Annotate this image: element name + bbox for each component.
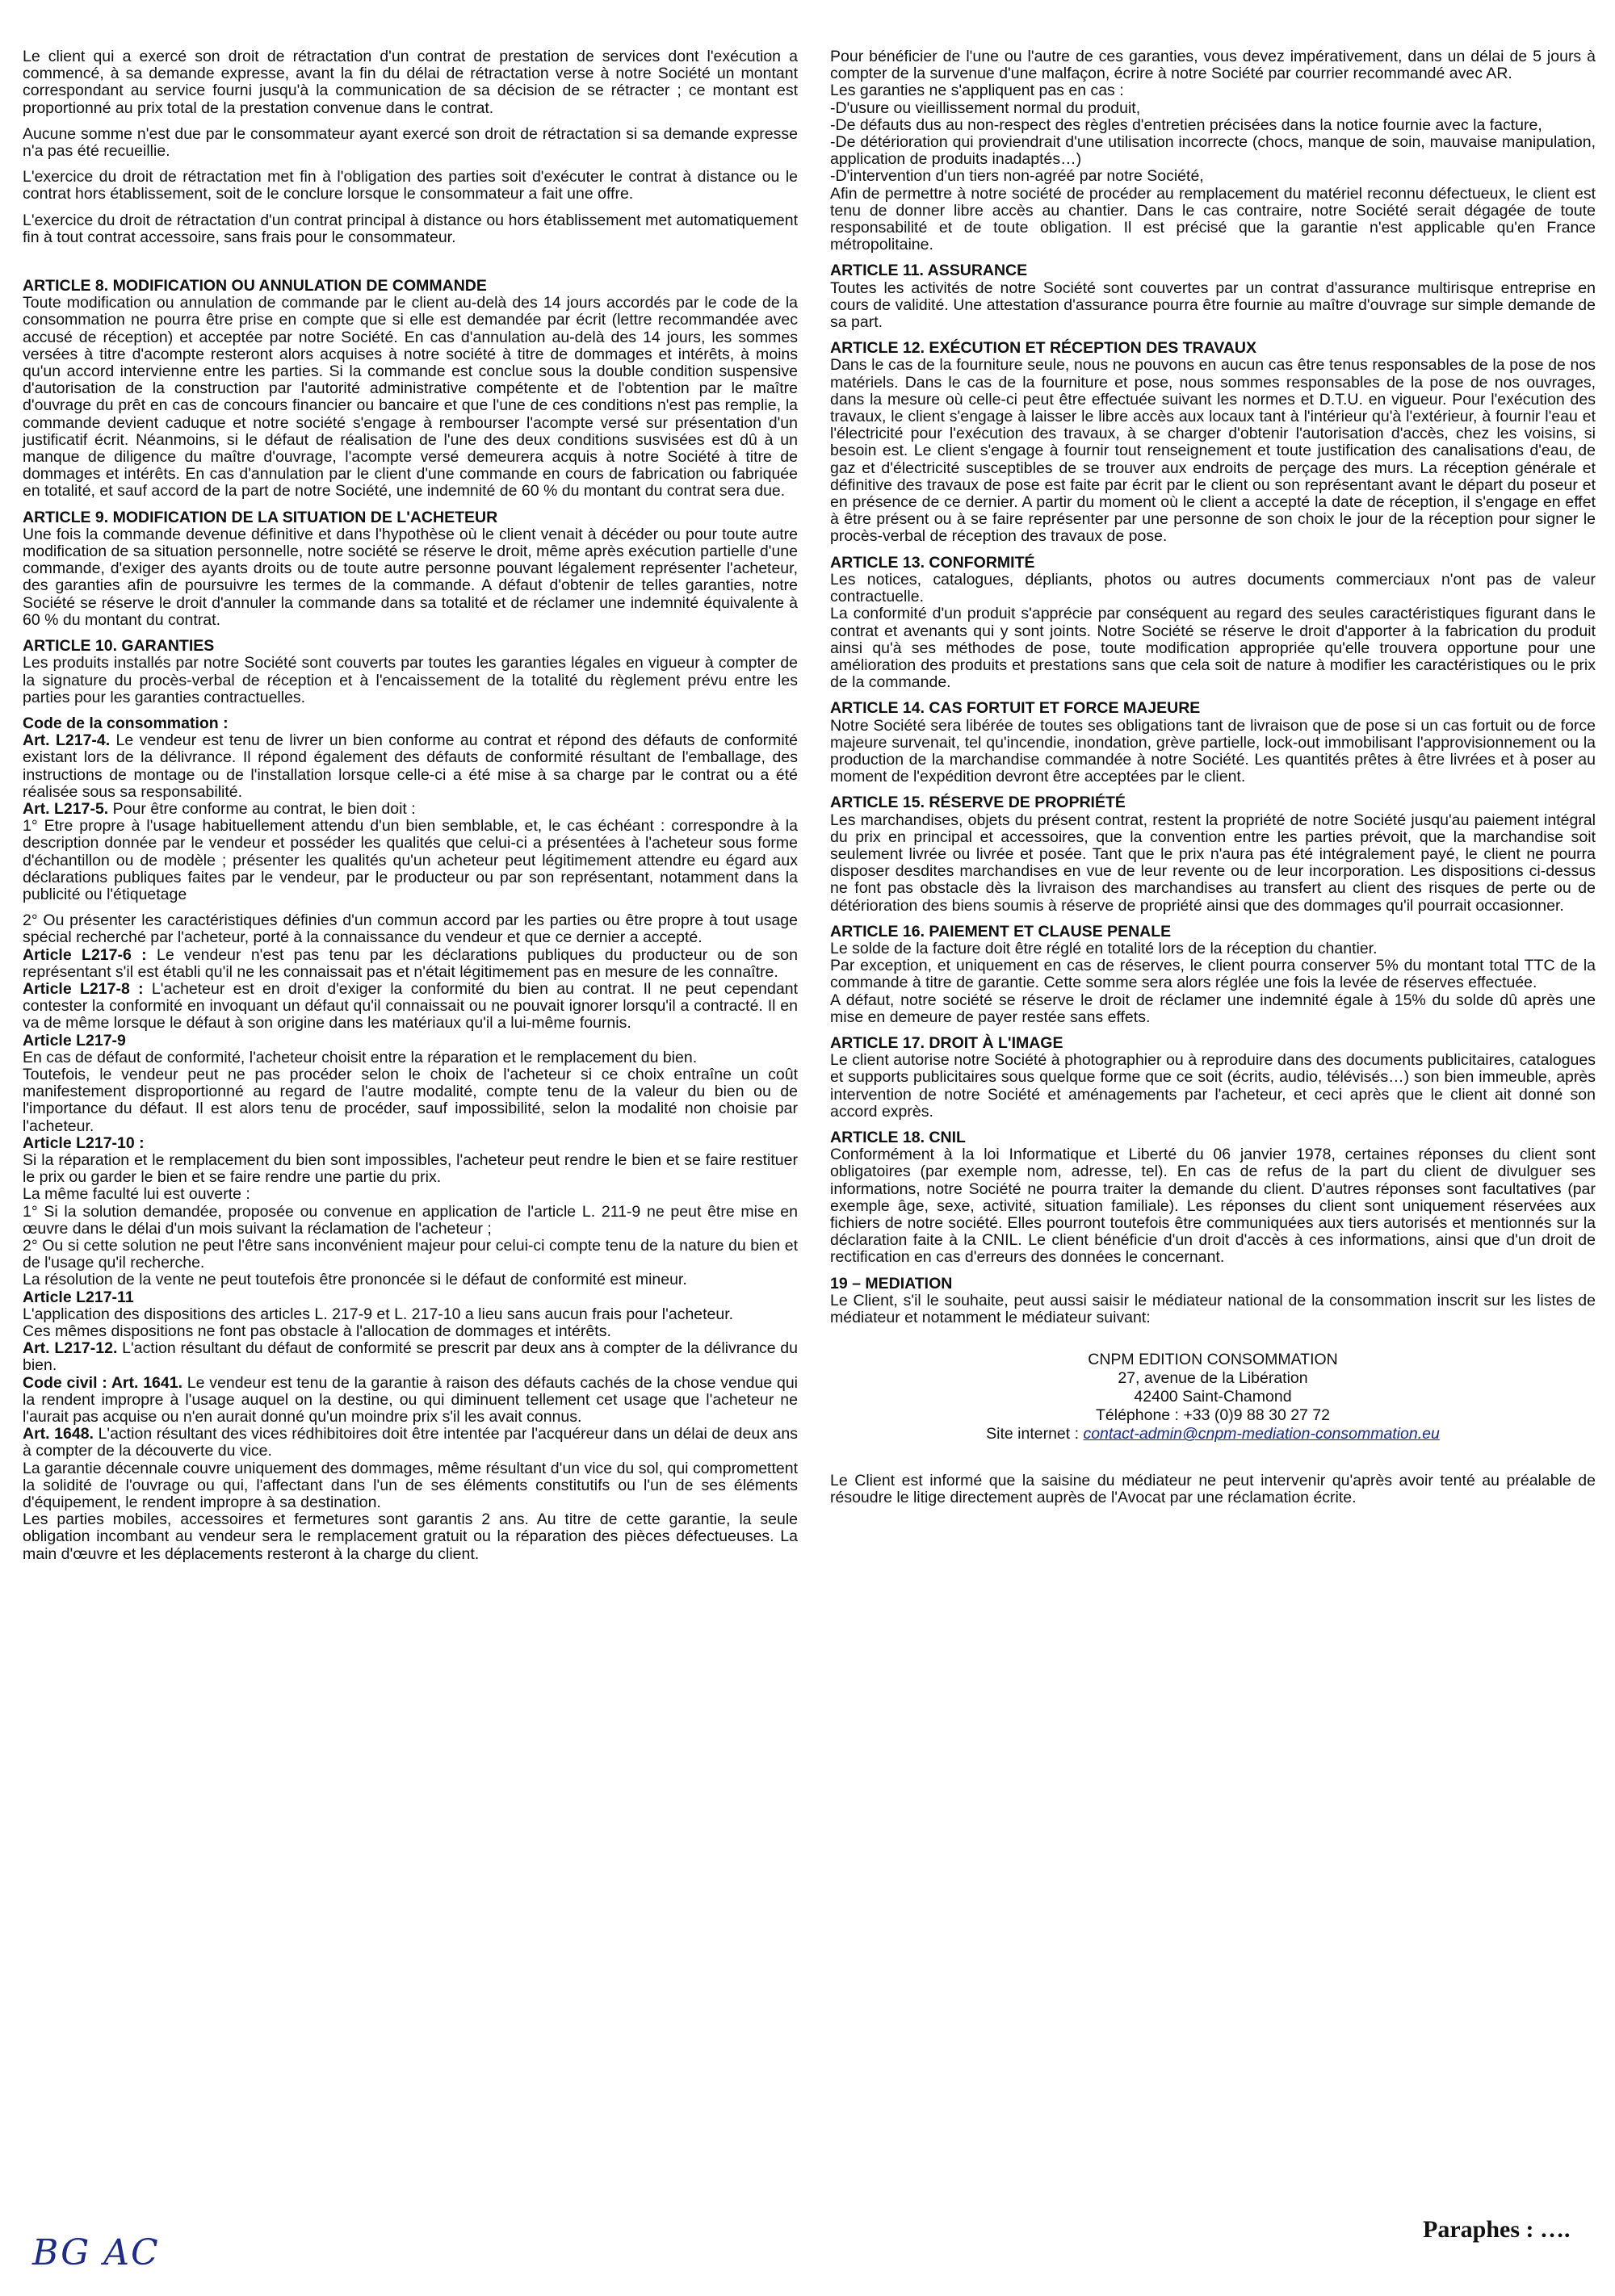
intro-paragraph: Le client qui a exercé son droit de rétractation d'un contrat de prestation de services dont l'exécution a commencé, à sa demande expresse, avant la fin du délai de rétractation verse à notre Société un montant correspondant au service fourni jusqu'à la communication de sa décision de se rétracter ; ce montant est proportionné au prix total de la prestation convenue dans le contrat.	[23, 48, 798, 117]
mediator-address: 27, avenue de la Libération	[1118, 1369, 1308, 1388]
article-8-title: ARTICLE 8. MODIFICATION OU ANNULATION DE COMMANDE	[23, 277, 487, 295]
mediator-website	[830, 1425, 1596, 1443]
article-13-body-2: La conformité d'un produit s'apprécie par conséquent au regard des seules caractéristiques figurant dans le contrat et avenants qui y sont joints. Notre Société se réserve le droit d'apporter à la fabrication du produit ainsi qu'à ses méthodes de pose, toute modification appropriée qu'elle trouvera opportune pour une amélioration des produits et prestations sans que cela soit de nature à modifier les caractéristiques ou le prix de la commande.	[830, 605, 1596, 692]
article-l217-9-text: En cas de défaut de conformité, l'acheteur choisit entre la réparation et le remplacement du bien.	[23, 1048, 698, 1066]
left-column	[23, 48, 798, 1563]
mediator-contact	[830, 1351, 1596, 1443]
intro-paragraph: L'exercice du droit de rétractation d'un contrat principal à distance ou hors établissement met automatiquement fin à tout contrat accessoire, sans frais pour le consommateur.	[23, 211, 798, 246]
website-link[interactable]: contact-admin@cnpm-mediation-consommation.eu	[1083, 1425, 1440, 1443]
article-l217-11-ref: Article L217-11	[23, 1288, 134, 1306]
article-l217-5	[23, 801, 798, 818]
article-11-title: ARTICLE 11. ASSURANCE	[830, 262, 1028, 280]
article-l217-12	[23, 1340, 798, 1374]
closing-paragraph: Le Client est informé que la saisine du médiateur ne peut intervenir qu'après avoir tenté au préalable de résoudre le litige directement auprès de l'Avocat par une réclamation écrite.	[830, 1472, 1596, 1507]
garanties-exclusion-item: -De défauts dus au non-respect des règles d'entretien précisées dans la notice fournie avec la facture,	[830, 115, 1542, 134]
article-19-title: 19 – MEDIATION	[830, 1274, 953, 1293]
article-ref: Art. L217-12.	[23, 1339, 118, 1358]
garantie-decennale: La garantie décennale couvre uniquement des dommages, même résultant d'un vice du sol, qui compromettent la solidité de l'ouvrage ou qui, l'affectant dans l'un de ses éléments constitutifs ou l'un de ses éléments d'équipement, le rendent impropre à sa destination.	[23, 1459, 798, 1512]
article-l217-5-point-2: 2° Ou présenter les caractéristiques définies d'un commun accord par les parties ou être propre à tout usage spécial recherché par l'acheteur, porté à la connaissance du vendeur et que ce dernier a accepté.	[23, 911, 798, 947]
article-l217-6	[23, 947, 798, 981]
mediator-name: CNPM EDITION CONSOMMATION	[1088, 1351, 1338, 1369]
article-10-body: Les produits installés par notre Société sont couverts par toutes les garanties légales en vigueur à compter de la signature du procès-verbal de réception et à l'encaissement de la totalité du règlement prévu entre les parties pour les garanties contractuelles.	[23, 654, 798, 706]
article-text: Le vendeur est tenu de livrer un bien conforme au contrat et répond des défauts de conformité existant lors de la délivrance. Il répond également des défauts de conformité résultant de l'emballage, des instructions de montage ou de l'installation lorsque celle-ci a été mise à sa charge par le contrat ou a été réalisée sous sa responsabilité.	[23, 731, 799, 801]
article-l217-10-text-4: 2° Ou si cette solution ne peut l'être sans inconvénient majeur pour celui-ci compte tenu de la nature du bien et de l'usage qu'il recherche.	[23, 1237, 798, 1272]
article-l217-9-ref: Article L217-9	[23, 1031, 126, 1050]
article-18-body: Conformément à la loi Informatique et Liberté du 06 janvier 1978, certaines réponses du client sont obligatoires (par exemple nom, adresse, tel). En cas de refus de la part du client de divulguer ses informations, notre Société ne pourra traiter la demande du client. D'autres réponses sont facultatives (par exemple âge, sexe, activité, situation familiale). Les réponses du client sont uniquement réservées aux fichiers de notre société. Elles pourront toutefois être communiquées aux tiers autorisés et mentionnés sur la déclaration faite à la CNIL. Le client bénéficie d'un droit d'accès à ces informations, ainsi que d'un droit de rectification en cas d'erreurs des données le concernant.	[830, 1146, 1596, 1267]
article-l217-10-text-3: 1° Si la solution demandée, proposée ou convenue en application de l'article L. 211-9 ne peut être mise en œuvre dans le délai d'un mois suivant la réclamation de l'acheteur ;	[23, 1202, 798, 1238]
article-l217-9-text-2: Toutefois, le vendeur peut ne pas procéder selon le choix de l'acheteur si ce choix entraîne un coût manifestement disproportionné au regard de l'autre modalité, compte tenu de la valeur du bien ou de l'importance du défaut. Il est alors tenu de procéder, sauf impossibilité, selon la modalité non choisie par l'acheteur.	[23, 1065, 798, 1135]
article-text: L'action résultant des vices rédhibitoires doit être intentée par l'acquéreur dans un délai de deux ans à compter de la découverte du vice.	[23, 1425, 798, 1460]
article-l217-10-text-2: La même faculté lui est ouverte :	[23, 1185, 250, 1204]
article-ref: Art. 1648.	[23, 1425, 94, 1443]
code-consommation-title: Code de la consommation :	[23, 714, 229, 732]
mediator-city: 42400 Saint-Chamond	[1134, 1388, 1292, 1406]
article-15-title: ARTICLE 15. RÉSERVE DE PROPRIÉTÉ	[830, 794, 1126, 812]
garanties-exclusion-item: -De détérioration qui proviendrait d'une utilisation incorrecte (chocs, manque de soin, mauvaise manipulation, application de produits inadaptés…)	[830, 133, 1596, 169]
paraphes-label: Paraphes : ….	[1423, 2216, 1571, 2243]
code-civil-1648	[23, 1426, 798, 1460]
article-ref: Art. L217-5.	[23, 799, 109, 818]
article-l217-5-point-1: 1° Etre propre à l'usage habituellement attendu d'un bien semblable, et, le cas échéant : correspondre à la description donnée par le vendeur et posséder les qualités que celui-ci a présentées à l'acheteur sous forme d'échantillon ou de modèle ; présenter les qualités qu'un acheteur peut légitimement attendre eu égard aux déclarations publiques faites par le vendeur, par le producteur ou par son représentant, notamment dans la publicité ou l'étiquetage	[23, 817, 798, 903]
article-9-title: ARTICLE 9. MODIFICATION DE LA SITUATION DE L'ACHETEUR	[23, 508, 498, 526]
article-l217-10-text: Si la réparation et le remplacement du bien sont impossibles, l'acheteur peut rendre le bien et se faire restituer le prix ou garder le bien et se faire rendre une partie du prix.	[23, 1150, 798, 1187]
right-column	[830, 48, 1596, 1507]
article-12-title: ARTICLE 12. EXÉCUTION ET RÉCEPTION DES TRAVAUX	[830, 339, 1257, 358]
article-17-body: Le client autorise notre Société à photographier ou à reproduire dans des documents publicitaires, catalogues et supports publicitaires sous quelque forme que ce soit (écrits, audio, télévisés…) son bien immeuble, après intervention de notre Société et aménagements par l'acheteur, et ceci après que le client ait donné son accord exprès.	[830, 1051, 1596, 1121]
mediator-phone: Téléphone : +33 (0)9 88 30 27 72	[1095, 1406, 1330, 1425]
article-l217-4	[23, 732, 798, 801]
article-15-body: Les marchandises, objets du présent contrat, restent la propriété de notre Société jusqu'au paiement intégral du prix en principal et accessoires, que la convention entre les parties prévoit, que la marchandise soit seulement livrée ou livrée et posée. Tant que le prix n'aura pas été intégralement payé, le client ne pourra disposer desdites marchandises en vue de leur revente ou de leur incorporation. Les dispositions ci-dessus ne font pas obstacle dès la livraison des marchandises au transfert au client des risques de perte ou de détérioration des biens soumis à réserve de propriété ainsi que des dommages qu'il pourrait occasionner.	[830, 811, 1596, 915]
garanties-delai: Pour bénéficier de l'une ou l'autre de ces garanties, vous devez impérativement, dans un délai de 5 jours à compter de la survenue d'une malfaçon, écrire à notre Société par courrier recommandé avec AR.	[830, 48, 1596, 83]
garanties-exclusions-intro: Les garanties ne s'appliquent pas en cas :	[830, 82, 1124, 100]
article-12-body: Dans le cas de la fourniture seule, nous ne pouvons en aucun cas être tenus responsables de la pose de nos matériels. Dans le cas de la fourniture et pose, nous sommes responsables de la pose de nos ouvrages, dans la mesure où celle-ci peut être effectuée suivant les normes et D.T.U. en vigueur. Pour l'exécution des travaux, le client s'engage à laisser le libre accès aux locaux tant à l'intérieur qu'à l'extérieur, à fournir l'eau et l'électricité pour l'exécution des travaux, à se charger d'obtenir l'autorisation d'accès, chez les voisins, si besoin est. Le client s'engage à fournir tout renseignement et toute justification des canalisations d'eau, de gaz et d'électricité susceptibles de se trouver aux endroits de perçage des murs. La réception générale et définitive des travaux de pose est faite par écrit par le client ou son représentant avant le départ du poseur et en présence de ce dernier. A partir du moment où le client a accepté la date de réception, il s'engage en effet à être présent ou à se faire représenter par une personne de son choix le jour de la réception pour signer le procès-verbal de réception des travaux de pose.	[830, 356, 1596, 546]
article-16-body-2: Par exception, et uniquement en cas de réserves, le client pourra conserver 5% du montant total TTC de la commande à titre de garantie. Cette somme sera alors réglée une fois la levée de réserves effectuée.	[830, 957, 1596, 992]
garanties-acces-chantier: Afin de permettre à notre société de procéder au remplacement du matériel reconnu défectueux, le client est tenu de donner libre accès au chantier. Dans le cas contraire, notre Société serait dégagée de toute responsabilité et de toute obligation. Il est précisé que la garantie n'est applicable qu'en France métropolitaine.	[830, 184, 1596, 254]
article-text: L'action résultant du défaut de conformité se prescrit par deux ans à compter de la délivrance du bien.	[23, 1339, 798, 1375]
garanties-exclusion-item: -D'usure ou vieillissement normal du produit,	[830, 98, 1141, 117]
article-text: Le vendeur est tenu de la garantie à raison des défauts cachés de la chose vendue qui la rendent impropre à l'usage auquel on la destine, ou qui diminuent tellement cet usage que l'acheteur ne l'aurait pas acquise ou n'en aurait donné qu'un moindre prix s'il les avait connus.	[23, 1373, 798, 1427]
article-16-body: Le solde de la facture doit être réglé en totalité lors de la réception du chantier.	[830, 939, 1378, 957]
article-ref: Article L217-6 :	[23, 945, 147, 964]
intro-paragraph: Aucune somme n'est due par le consommateur ayant exercé son droit de rétractation si sa demande expresse n'a pas été recueillie.	[23, 124, 798, 161]
article-text: Pour être conforme au contrat, le bien doit :	[108, 799, 416, 818]
article-18-title: ARTICLE 18. CNIL	[830, 1128, 966, 1146]
article-11-body: Toutes les activités de notre Société sont couvertes par un contrat d'assurance multirisque entreprise en cours de validité. Une attestation d'assurance pourra être fournie au maître d'ouvrage sur simple demande de sa part.	[830, 279, 1596, 332]
article-19-body: Le Client, s'il le souhaite, peut aussi saisir le médiateur national de la consommation inscrit sur les listes de médiateur et notamment le médiateur suivant:	[830, 1291, 1596, 1327]
article-16-title: ARTICLE 16. PAIEMENT ET CLAUSE PENALE	[830, 922, 1172, 941]
article-l217-8	[23, 981, 798, 1033]
article-text: L'acheteur est en droit d'exiger la conformité du bien au contrat. Il ne peut cependant contester la conformité en invoquant un défaut qu'il connaissait ou ne pouvait ignorer lorsqu'il a contracté. Il en va de même lorsque le défaut à son origine dans les matériaux qu'il a lui-même fournis.	[23, 979, 798, 1033]
parties-mobiles: Les parties mobiles, accessoires et fermetures sont garantis 2 ans. Au titre de cette garantie, la seule obligation incombant au vendeur sera le remplacement gratuit ou la réparation des pièces défectueuses. La main d'œuvre et les déplacements resteront à la charge du client.	[23, 1510, 798, 1563]
article-13-title: ARTICLE 13. CONFORMITÉ	[830, 553, 1035, 572]
website-label: Site internet :	[986, 1425, 1084, 1443]
article-8-body: Toute modification ou annulation de commande par le client au-delà des 14 jours accordés par le code de la consommation ne pourra être prise en compte que si elle est demandée par écrit (lettre recommandée avec accusé de réception) et acceptée par notre Société. En cas d'annulation au-delà des 14 jours, les sommes versées à titre d'acompte resteront alors acquises à notre société à titre de dommages et intérêts, à moins qu'un accord intervienne entre les parties. Si la commande est conclue sous la double condition suspensive d'autorisation de la construction par l'autorité administrative compétente et de l'obtention par le maître d'ouvrage du prêt en cas de concours financier ou bancaire et que l'une de ces conditions n'est pas remplie, la commande devient caduque et notre société s'engage à rembourser l'acompte versé sur présentation d'un justificatif écrit. Néanmoins, si le défaut de réalisation de l'une des deux conditions susvisées est dû à un manque de diligence du maître d'ouvrage, l'acompte versé demeurera acquis à notre Société à titre de dommages et intérêts. En cas d'annulation par le client d'une commande en cours de fabrication ou fabriquée en totalité, et sauf accord de la part de notre Société, une indemnité de 60 % du montant du contrat sera due.	[23, 294, 798, 501]
article-text: Le vendeur n'est pas tenu par les déclarations publiques du producteur ou de son représentant s'il est établi qu'il ne les connaissait pas et n'était légitimement pas en mesure de les connaître.	[23, 945, 798, 981]
article-l217-10-text-5: La résolution de la vente ne peut toutefois être prononcée si le défaut de conformité est mineur.	[23, 1271, 687, 1289]
article-l217-11-text-2: Ces mêmes dispositions ne font pas obstacle à l'allocation de dommages et intérêts.	[23, 1322, 611, 1341]
article-10-title: ARTICLE 10. GARANTIES	[23, 637, 215, 656]
garanties-exclusion-item: -D'intervention d'un tiers non-agréé par notre Société,	[830, 167, 1204, 186]
code-civil-1641	[23, 1375, 798, 1427]
article-14-title: ARTICLE 14. CAS FORTUIT ET FORCE MAJEURE	[830, 699, 1201, 718]
article-17-title: ARTICLE 17. DROIT À L'IMAGE	[830, 1033, 1063, 1052]
article-l217-11-text: L'application des dispositions des articles L. 217-9 et L. 217-10 a lieu sans aucun frais pour l'acheteur.	[23, 1305, 734, 1323]
article-ref: Code civil : Art. 1641.	[23, 1373, 183, 1392]
intro-paragraph: L'exercice du droit de rétractation met fin à l'obligation des parties soit d'exécuter le contrat à distance ou le contrat hors établissement, soit de le conclure lorsque le consommateur a fait une offre.	[23, 168, 798, 203]
article-9-body: Une fois la commande devenue définitive et dans l'hypothèse où le client venait à décéder ou pour toute autre modification de sa situation personnelle, notre société se réserve le droit, même après exécution partielle d'une commande, d'exiger des ayants droits ou de toute autre personne pouvant légalement représenter l'acheteur, des garanties afin de poursuivre les termes de la commande. A défaut d'obtenir de telles garanties, notre Société se réserve le droit d'annuler la commande dans sa totalité et de réclamer une indemnité équivalente à 60 % du montant du contrat.	[23, 525, 798, 629]
article-ref: Art. L217-4.	[23, 731, 111, 750]
article-16-body-3: A défaut, notre société se réserve le droit de réclamer une indemnité égale à 15% du solde dû après une mise en demeure de payer restée sans effets.	[830, 991, 1596, 1026]
article-ref: Article L217-8 :	[23, 979, 144, 998]
handwritten-initials: BG AC	[32, 2232, 160, 2273]
article-13-body: Les notices, catalogues, dépliants, photos ou autres documents commerciaux n'ont pas de valeur contractuelle.	[830, 570, 1596, 606]
article-l217-10-ref: Article L217-10 :	[23, 1133, 145, 1152]
article-14-body: Notre Société sera libérée de toutes ses obligations tant de livraison que de pose si un cas fortuit ou de force majeure survenait, tel qu'incendie, inondation, grève partielle, lock-out immobilisant l'approvisionnement ou la production de la marchandise commandée à notre Société. Les quantités prêtes à être livrées et à poser au moment de l'expédition devront être acceptées par le client.	[830, 716, 1596, 786]
